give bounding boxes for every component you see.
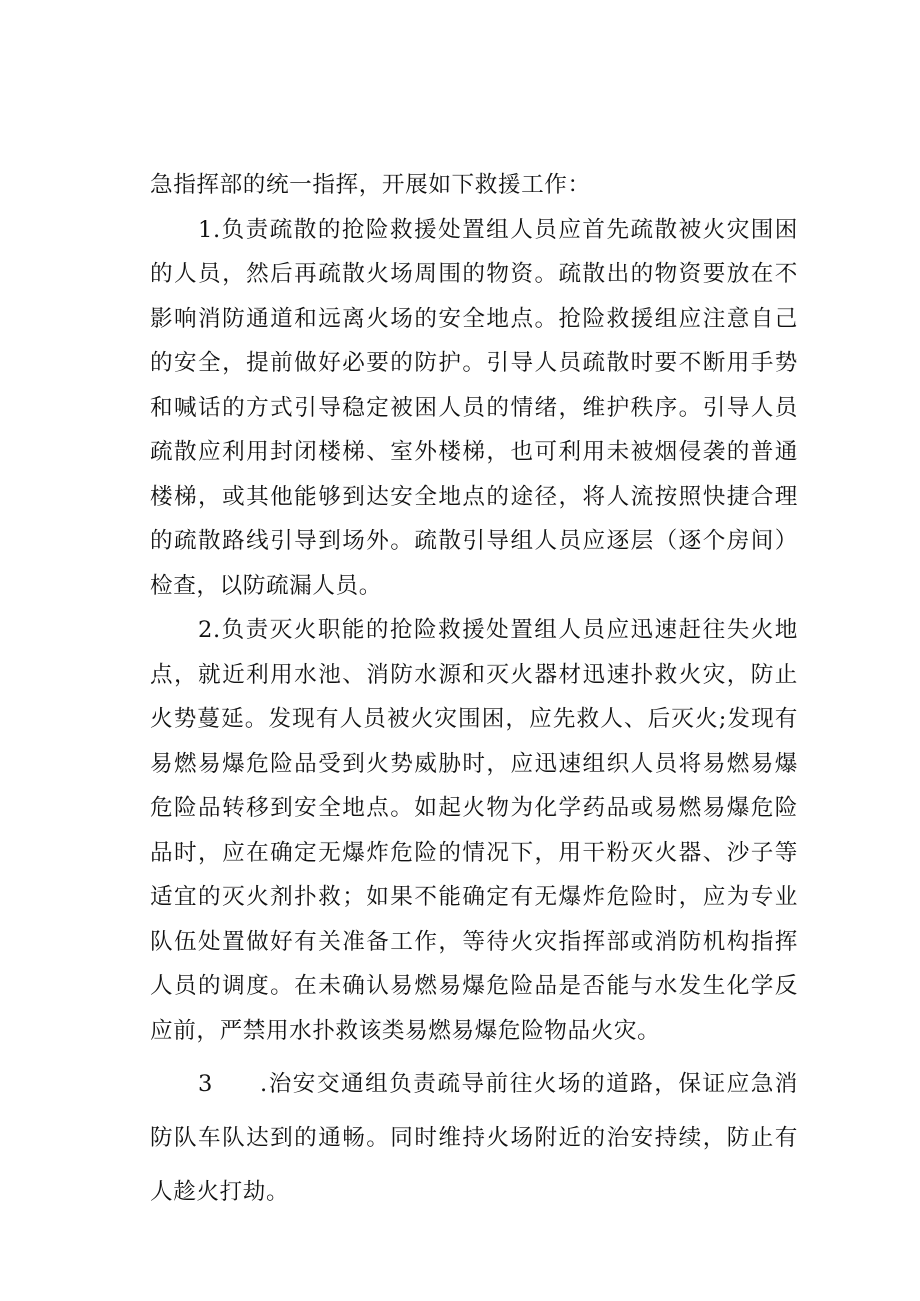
paragraph-item-1: 1.负责疏散的抢险救援处置组人员应首先疏散被火灾围困的人员，然后再疏散火场周围的物资。疏散出的物资要放在不影响消防通道和远离火场的安全地点。抢险救援组应注意自己的安全，提前做好必要的防护。引导人员疏散时要不断用手势和喊话的方式引导稳定被困人员的情绪，维护秩序。引导人员疏散应利用封闭楼梯、室外楼梯，也可利用未被烟侵袭的普通楼梯，或其他能够到达安全地点的途径，将人流按照快捷合理的疏散路线引导到场外。疏散引导组人员应逐层（逐个房间）检查，以防疏漏人员。: [150, 216, 798, 599]
paragraph-item-2: 2.负责灭火职能的抢险救援处置组人员应迅速赶往失火地点，就近利用水池、消防水源和灭火器材迅速扑救火灾，防止火势蔓延。发现有人员被火灾围困，应先救人、后灭火;发现有易燃易爆危险品受到火势威胁时，应迅速组织人员将易燃易爆危险品转移到安全地点。如起火物为化学药品或易燃易爆危险品时，应在确定无爆炸危险的情况下，用干粉灭火器、沙子等适宜的灭火剂扑救；如果不能确定有无爆炸危险时，应为专业队伍处置做好有关准备工作，等待火灾指挥部或消防机构指挥人员的调度。在未确认易燃易爆危险品是否能与水发生化学反应前，严禁用水扑救该类易燃易爆危险物品火灾。: [150, 617, 798, 1044]
paragraph-item-3: [150, 1057, 798, 1219]
item-3-number: 3: [198, 1071, 213, 1097]
paragraph-continuation: 急指挥部的统一指挥，开展如下救援工作：: [150, 172, 591, 198]
item-3-text: .治安交通组负责疏导前往火场的道路，保证应急消防队车队达到的通畅。同时维持火场附近的治安持续，防止有人趁火打劫。: [150, 1071, 798, 1205]
document-body: [150, 163, 798, 1219]
